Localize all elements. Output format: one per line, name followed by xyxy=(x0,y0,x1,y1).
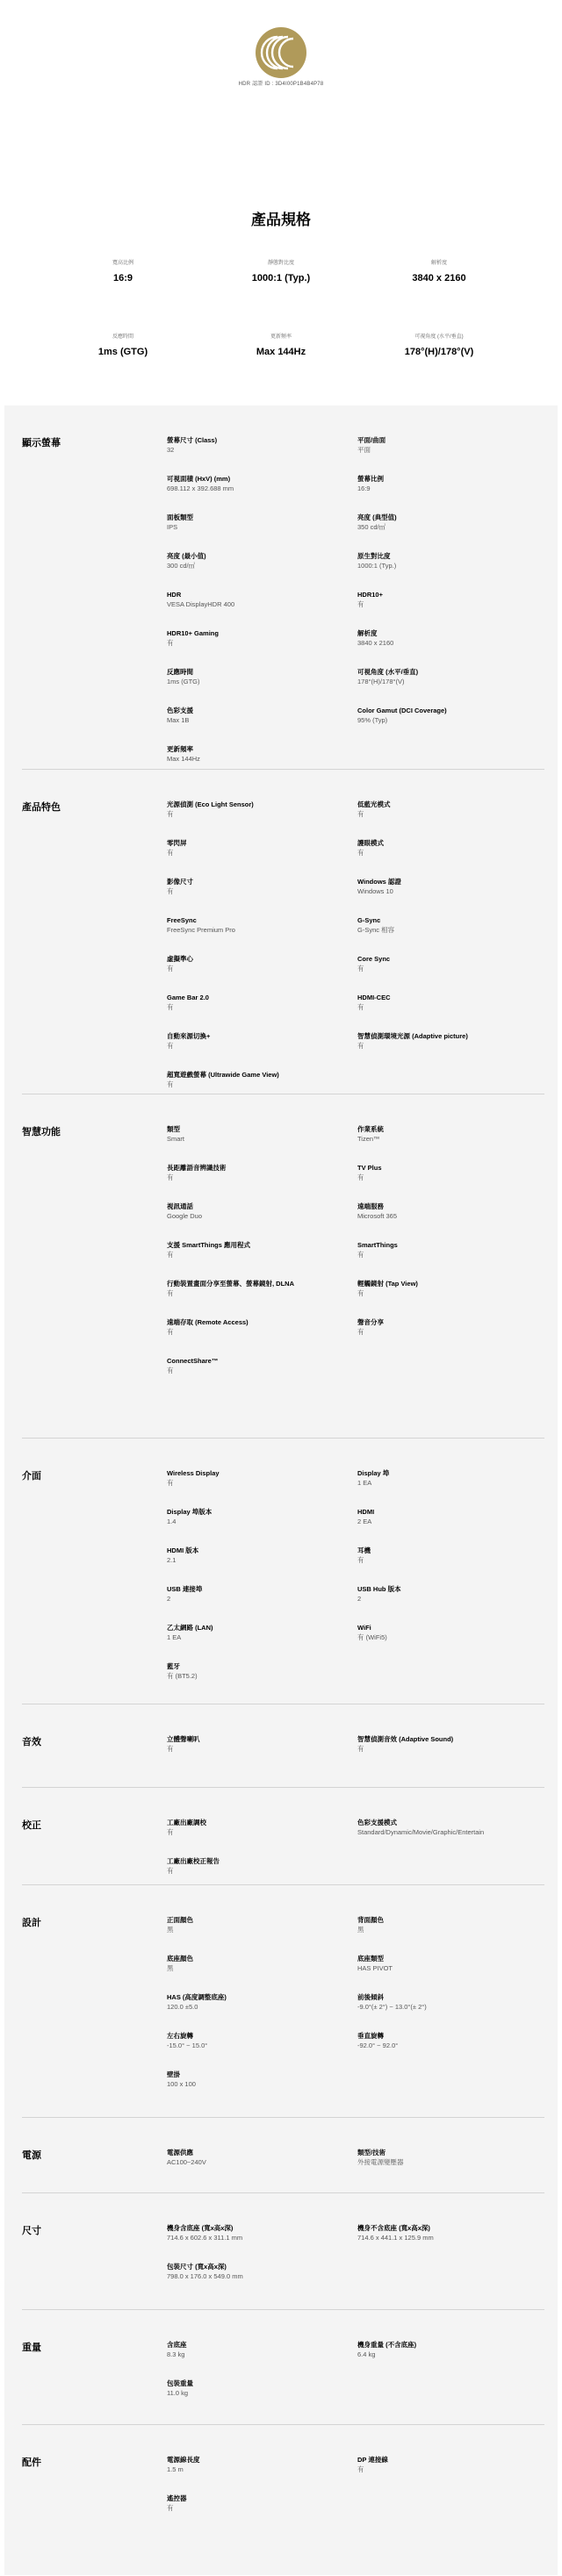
spec-section-title: 配件 xyxy=(22,2458,41,2468)
spec-item-label: 可視面積 (HxV) (mm) xyxy=(167,475,231,483)
spec-item-label: 左右旋轉 xyxy=(167,2032,193,2040)
spec-item-value: 有 xyxy=(167,810,174,818)
spec-item-label: 解析度 xyxy=(357,629,378,637)
spec-item xyxy=(357,628,533,648)
spec-item xyxy=(167,1468,342,1488)
spec-item-label: G-Sync xyxy=(357,916,381,924)
spec-item-label: Wireless Display xyxy=(167,1469,220,1477)
spec-item xyxy=(167,1623,342,1642)
spec-item-label: 螢幕尺寸 (Class) xyxy=(167,436,218,444)
spec-item-label: 色彩支援 xyxy=(167,707,193,714)
spec-item-label: 光源偵測 (Eco Light Sensor) xyxy=(167,800,254,808)
spec-item xyxy=(167,706,342,725)
spec-item-value: 有 xyxy=(167,2504,174,2512)
spec-item-label: 色彩支援模式 xyxy=(357,1819,397,1826)
spec-item-label: 乙太網路 (LAN) xyxy=(167,1624,213,1632)
spec-item-value: Windows 10 xyxy=(357,887,393,895)
spec-item xyxy=(357,590,533,609)
spec-item xyxy=(167,1507,342,1526)
spec-item-value: 32 xyxy=(167,446,175,454)
spec-item xyxy=(167,1661,342,1681)
spec-item xyxy=(167,2379,342,2398)
spec-item-value: 有 xyxy=(167,1479,174,1487)
hdr10-plus-badge-icon xyxy=(255,26,307,79)
spec-item-label: 面板類型 xyxy=(167,513,193,521)
spec-item-value: 有 xyxy=(167,1251,174,1259)
spec-item xyxy=(167,1202,342,1221)
spec-item-label: 反應時間 xyxy=(167,668,193,676)
spec-item-value: 有 (WiFi5) xyxy=(357,1633,387,1641)
spec-item-value: 8.3 kg xyxy=(167,2350,185,2358)
spec-item-value: 有 xyxy=(167,1745,174,1753)
spec-item-label: 包裝重量 xyxy=(167,2379,193,2387)
spec-item xyxy=(167,1584,342,1604)
highlight-label: 寬高比例 xyxy=(112,261,133,266)
highlight-value: 178°(H)/178°(V) xyxy=(404,347,474,357)
spec-section xyxy=(22,1884,544,2118)
spec-item xyxy=(167,435,342,455)
spec-item-value: 有 xyxy=(167,639,174,647)
spec-item-label: HDR10+ Gaming xyxy=(167,629,219,637)
spec-item-label: 零閃屏 xyxy=(167,839,187,847)
spec-item-value: 有 xyxy=(357,1745,364,1753)
spec-item-label: 虛擬準心 xyxy=(167,955,193,963)
spec-item-value: 有 xyxy=(167,1003,174,1011)
spec-item xyxy=(167,2070,342,2089)
spec-item-value: 黑 xyxy=(167,1926,174,1934)
spec-item-value: VESA DisplayHDR 400 xyxy=(167,600,235,608)
spec-item-label: HDR10+ xyxy=(357,591,383,599)
spec-item xyxy=(167,1818,342,1837)
spec-item-value: 1.4 xyxy=(167,1518,177,1525)
spec-item-value: 100 x 100 xyxy=(167,2080,196,2088)
spec-item xyxy=(357,1734,533,1754)
spec-item-value: 有 xyxy=(167,1367,174,1374)
spec-item xyxy=(167,2031,342,2050)
spec-item-label: 可視角度 (水平/垂直) xyxy=(357,668,419,676)
spec-item-label: 壁掛 xyxy=(167,2070,180,2078)
spec-item xyxy=(357,1031,533,1051)
spec-section xyxy=(22,1094,544,1439)
spec-item-label: USB 連接埠 xyxy=(167,1585,203,1593)
spec-item xyxy=(357,1584,533,1604)
spec-item-value: 2 EA xyxy=(357,1518,372,1525)
spec-item-value: 698.112 x 392.688 mm xyxy=(167,484,234,492)
spec-item-label: 工廠出廠校正報告 xyxy=(167,1857,220,1865)
spec-item-label: 機身重量 (不含底座) xyxy=(357,2341,417,2349)
highlight-value: 1ms (GTG) xyxy=(97,347,148,357)
highlight-viewing-angle xyxy=(351,332,527,357)
spec-item xyxy=(357,2223,533,2242)
spec-item xyxy=(167,877,342,896)
spec-item-label: 包裝尺寸 (寬x高x深) xyxy=(167,2263,227,2271)
highlight-label: 可視角度 (水平/垂直) xyxy=(414,334,464,340)
spec-item-label: HDMI-CEC xyxy=(357,994,391,1001)
spec-item xyxy=(167,1163,342,1182)
spec-item xyxy=(167,1356,342,1375)
spec-item xyxy=(357,1279,533,1298)
spec-item xyxy=(167,1915,342,1934)
spec-item-value: 1.5 m xyxy=(167,2465,184,2473)
spec-item-label: 自動來源切換+ xyxy=(167,1032,211,1040)
spec-table xyxy=(4,405,558,2575)
spec-section xyxy=(22,2424,544,2576)
spec-item-value: 有 xyxy=(357,1251,364,1259)
spec-item-label: 含底座 xyxy=(167,2341,187,2349)
spec-section-title: 校正 xyxy=(22,1820,41,1831)
spec-item xyxy=(357,2031,533,2050)
spec-item-label: TV Plus xyxy=(357,1164,382,1172)
spec-item xyxy=(167,1856,342,1876)
spec-item-label: 平面/曲面 xyxy=(357,436,386,444)
spec-item-label: 背面顏色 xyxy=(357,1916,384,1924)
spec-item-label: Display 埠 xyxy=(357,1469,390,1477)
spec-item-label: 機身含底座 (寬x高x深) xyxy=(167,2224,234,2232)
spec-item-label: 類型/技術 xyxy=(357,2149,386,2156)
highlight-aspect-ratio xyxy=(35,258,211,283)
spec-item-label: 正面顏色 xyxy=(167,1916,193,1924)
spec-section-title: 尺寸 xyxy=(22,2226,41,2236)
spec-item xyxy=(357,1954,533,1973)
spec-item-value: FreeSync Premium Pro xyxy=(167,926,235,934)
spec-item xyxy=(357,551,533,570)
spec-item-value: AC100~240V xyxy=(167,2158,206,2166)
spec-item-label: 影像尺寸 xyxy=(167,878,193,886)
spec-item-value: 有 xyxy=(167,1289,174,1297)
spec-item xyxy=(357,800,533,819)
spec-item-value: Standard/Dynamic/Movie/Graphic/Entertain xyxy=(357,1828,485,1836)
spec-item-value: 714.6 x 441.1 x 125.9 mm xyxy=(357,2234,434,2242)
spec-item-value: 有 xyxy=(357,1556,364,1564)
spec-item xyxy=(357,474,533,493)
spec-item xyxy=(167,667,342,686)
spec-item xyxy=(357,667,533,686)
spec-item-value: IPS xyxy=(167,523,178,531)
spec-item-value: 300 cd/㎡ xyxy=(167,562,196,570)
spec-item xyxy=(167,1546,342,1565)
spec-item-label: 長距離語音辨識技術 xyxy=(167,1164,227,1172)
spec-item xyxy=(167,1124,342,1144)
spec-item-value: 有 xyxy=(357,600,364,608)
spec-item xyxy=(357,513,533,532)
highlight-label: 更新頻率 xyxy=(270,334,292,340)
spec-item xyxy=(167,2262,342,2281)
spec-item-label: 遠端服務 xyxy=(357,1202,384,1210)
spec-item-value: 外接電源變壓器 xyxy=(357,2158,404,2166)
spec-item-label: HDMI 版本 xyxy=(167,1546,199,1554)
spec-item-value: Tizen™ xyxy=(357,1135,380,1143)
spec-item-label: FreeSync xyxy=(167,916,197,924)
spec-item-value: Max 1B xyxy=(167,716,190,724)
spec-item-label: 超寬遊戲螢幕 (Ultrawide Game View) xyxy=(167,1071,279,1079)
spec-section-title: 電源 xyxy=(22,2150,41,2161)
spec-item-label: 低藍光模式 xyxy=(357,800,391,808)
highlight-label: 靜態對比度 xyxy=(267,261,294,266)
spec-item-value: 2 xyxy=(357,1595,362,1603)
spec-item-label: 立體聲喇叭 xyxy=(167,1735,200,1743)
spec-section-title: 音效 xyxy=(22,1737,41,1747)
spec-item-label: 支援 SmartThings 應用程式 xyxy=(167,1241,251,1249)
highlight-label: 解析度 xyxy=(430,261,447,266)
spec-item xyxy=(167,474,342,493)
spec-item xyxy=(167,744,342,764)
spec-section-title: 重量 xyxy=(22,2343,41,2353)
spec-item xyxy=(357,1468,533,1488)
spec-item-value: Microsoft 365 xyxy=(357,1212,398,1220)
spec-item xyxy=(357,1202,533,1221)
spec-item-value: -92.0° ~ 92.0° xyxy=(357,2041,399,2049)
spec-item-value: 120.0 ±5.0 xyxy=(167,2003,198,2011)
spec-item-label: 視訊通話 xyxy=(167,1202,193,1210)
spec-item-label: 類型 xyxy=(167,1125,180,1133)
spec-item-label: Display 埠版本 xyxy=(167,1508,213,1516)
spec-item-label: DP 連接線 xyxy=(357,2456,388,2464)
spec-item-value: 有 xyxy=(167,1173,174,1181)
spec-item-label: Color Gamut (DCI Coverage) xyxy=(357,707,447,714)
spec-item-label: 護眼模式 xyxy=(357,839,384,847)
spec-item-label: 電源供應 xyxy=(167,2149,193,2156)
spec-item-value: 2 xyxy=(167,1595,171,1603)
spec-item-label: 亮度 (典型值) xyxy=(357,513,397,521)
spec-item-value: -9.0°(± 2°) ~ 13.0°(± 2°) xyxy=(357,2003,427,2011)
spec-item xyxy=(167,1240,342,1259)
spec-item-value: 3840 x 2160 xyxy=(357,639,394,647)
spec-section-title: 顯示螢幕 xyxy=(22,438,61,448)
spec-item-value: 有 xyxy=(357,849,364,857)
highlight-refresh-rate xyxy=(193,332,369,357)
spec-section xyxy=(22,2309,544,2425)
spec-item xyxy=(167,1954,342,1973)
spec-item-value: 有 xyxy=(167,1828,174,1836)
spec-item xyxy=(357,1623,533,1642)
spec-item xyxy=(357,1915,533,1934)
highlight-response-time xyxy=(35,332,211,357)
spec-item-value: 1 EA xyxy=(357,1479,372,1487)
spec-item xyxy=(167,993,342,1012)
spec-item-value: 有 xyxy=(357,1289,364,1297)
spec-item xyxy=(167,551,342,570)
spec-item-value: 有 xyxy=(357,810,364,818)
spec-item-value: 6.4 kg xyxy=(357,2350,376,2358)
spec-section xyxy=(22,1438,544,1704)
highlight-resolution xyxy=(351,258,527,283)
spec-section xyxy=(22,2117,544,2193)
spec-item-label: 底座顏色 xyxy=(167,1955,193,1962)
spec-item-value: 有 xyxy=(357,1328,364,1336)
spec-item xyxy=(357,2455,533,2474)
spec-item xyxy=(357,993,533,1012)
spec-item xyxy=(167,838,342,857)
spec-item-label: HDR xyxy=(167,591,182,599)
spec-item xyxy=(167,2493,342,2513)
spec-section xyxy=(22,2192,544,2310)
spec-item-label: 機身不含底座 (寬x高x深) xyxy=(357,2224,430,2232)
spec-item-label: HDMI xyxy=(357,1508,375,1516)
spec-item-label: USB Hub 版本 xyxy=(357,1585,401,1593)
badge-caption: HDR 認證 ID : 3D4I00P1B4B4P78 xyxy=(238,82,324,87)
spec-item-value: 有 xyxy=(167,1328,174,1336)
spec-item xyxy=(167,2340,342,2359)
spec-item xyxy=(357,915,533,935)
spec-item-value: 有 xyxy=(357,1173,364,1181)
spec-item xyxy=(167,2223,342,2242)
spec-item xyxy=(357,1507,533,1526)
spec-item-value: 350 cd/㎡ xyxy=(357,523,386,531)
spec-item-value: 178°(H)/178°(V) xyxy=(357,678,405,685)
spec-item-value: 798.0 x 176.0 x 549.0 mm xyxy=(167,2272,243,2280)
spec-item-value: 1ms (GTG) xyxy=(167,678,200,685)
spec-item-value: 有 xyxy=(357,1042,364,1050)
spec-item-value: Google Duo xyxy=(167,1212,203,1220)
spec-item xyxy=(167,1992,342,2012)
spec-item-value: 有 xyxy=(357,965,364,972)
spec-section-title: 設計 xyxy=(22,1918,41,1928)
spec-section xyxy=(22,1704,544,1788)
spec-item-value: Smart xyxy=(167,1135,185,1143)
spec-item xyxy=(167,1031,342,1051)
spec-item-label: WiFi xyxy=(357,1624,371,1632)
spec-item xyxy=(357,1818,533,1837)
spec-item-label: Game Bar 2.0 xyxy=(167,994,209,1001)
spec-item-value: 有 xyxy=(167,887,174,895)
spec-section-title: 介面 xyxy=(22,1471,41,1482)
spec-item-value: 2.1 xyxy=(167,1556,177,1564)
spec-item xyxy=(357,1317,533,1337)
highlight-value: 1000:1 (Typ.) xyxy=(251,273,311,283)
spec-item xyxy=(357,1992,533,2012)
spec-item xyxy=(167,1734,342,1754)
spec-item-label: ConnectShare™ xyxy=(167,1357,219,1365)
spec-item-label: 智慧偵測音效 (Adaptive Sound) xyxy=(357,1735,454,1743)
spec-item-label: Windows 認證 xyxy=(357,878,401,886)
spec-item-label: 遠端存取 (Remote Access) xyxy=(167,1318,249,1326)
spec-item-label: 聲音分享 xyxy=(357,1318,384,1326)
spec-item xyxy=(357,706,533,725)
highlight-value: 16:9 xyxy=(112,273,133,283)
spec-item xyxy=(167,513,342,532)
spec-item-value: 有 xyxy=(167,1867,174,1875)
spec-item xyxy=(357,1240,533,1259)
spec-item-value: 有 xyxy=(167,1042,174,1050)
spec-item-value: -15.0° ~ 15.0° xyxy=(167,2041,208,2049)
highlight-label: 反應時間 xyxy=(112,334,133,340)
spec-item-label: 更新頻率 xyxy=(167,745,193,753)
spec-section xyxy=(22,1787,544,1885)
spec-item-value: 714.6 x 602.6 x 311.1 mm xyxy=(167,2234,243,2242)
spec-section-title: 產品特色 xyxy=(22,802,61,813)
page-title: 產品規格 xyxy=(251,212,311,228)
spec-item-label: 輕觸鏡射 (Tap View) xyxy=(357,1280,418,1288)
spec-item-label: 螢幕比例 xyxy=(357,475,384,483)
spec-item-label: 垂直旋轉 xyxy=(357,2032,384,2040)
spec-item xyxy=(357,2340,533,2359)
spec-item xyxy=(357,1546,533,1565)
spec-item xyxy=(167,1317,342,1337)
spec-section-title: 智慧功能 xyxy=(22,1127,61,1137)
spec-item-value: 有 xyxy=(167,965,174,972)
spec-item xyxy=(357,435,533,455)
spec-item-label: 底座類型 xyxy=(357,1955,384,1962)
spec-item-label: 原生對比度 xyxy=(357,552,391,560)
spec-item-value: 有 xyxy=(357,2465,364,2473)
spec-item xyxy=(357,954,533,973)
spec-item xyxy=(167,800,342,819)
spec-item-value: Max 144Hz xyxy=(167,755,200,763)
spec-item xyxy=(167,954,342,973)
spec-item-value: 16:9 xyxy=(357,484,371,492)
spec-item-value: 有 (BT5.2) xyxy=(167,1672,198,1680)
spec-section xyxy=(22,769,544,1094)
spec-item xyxy=(167,2455,342,2474)
spec-item-label: 前後傾斜 xyxy=(357,1993,384,2001)
spec-item-label: 行動裝置畫面分享至螢幕、螢幕鏡射, DLNA xyxy=(167,1280,294,1288)
spec-item xyxy=(167,590,342,609)
spec-item xyxy=(167,915,342,935)
spec-item-value: 95% (Typ) xyxy=(357,716,388,724)
spec-item-value: 11.0 kg xyxy=(167,2389,189,2397)
spec-item xyxy=(357,2148,533,2167)
spec-item-value: 黑 xyxy=(167,1964,174,1972)
highlight-value: 3840 x 2160 xyxy=(412,273,466,283)
spec-section xyxy=(22,405,544,769)
spec-item xyxy=(357,1124,533,1144)
spec-item-value: 平面 xyxy=(357,446,371,454)
spec-item-label: 工廠出廠調校 xyxy=(167,1819,206,1826)
spec-item-value: 有 xyxy=(167,849,174,857)
highlight-contrast xyxy=(193,258,369,283)
highlight-value: Max 144Hz xyxy=(256,347,306,357)
spec-item-label: SmartThings xyxy=(357,1241,398,1249)
spec-item-value: 有 xyxy=(167,1080,174,1088)
spec-item-value: HAS PIVOT xyxy=(357,1964,393,1972)
spec-item xyxy=(167,2148,342,2167)
spec-item-label: 耳機 xyxy=(357,1546,371,1554)
spec-item-label: 電源線長度 xyxy=(167,2456,200,2464)
spec-item xyxy=(357,1163,533,1182)
spec-item-value: 有 xyxy=(357,1003,364,1011)
spec-item-label: 藍牙 xyxy=(167,1662,180,1670)
spec-item xyxy=(357,838,533,857)
spec-item-label: 亮度 (最小值) xyxy=(167,552,206,560)
spec-item-label: Core Sync xyxy=(357,955,391,963)
spec-item xyxy=(167,1070,342,1089)
spec-item-label: HAS (高度調整底座) xyxy=(167,1993,227,2001)
spec-item-value: G-Sync 相容 xyxy=(357,926,395,934)
spec-item xyxy=(357,877,533,896)
spec-item-value: 1 EA xyxy=(167,1633,182,1641)
spec-item xyxy=(167,1279,342,1298)
spec-item xyxy=(167,628,342,648)
spec-item-label: 遙控器 xyxy=(167,2494,187,2502)
spec-item-value: 黑 xyxy=(357,1926,364,1934)
spec-item-label: 智慧偵測環境光源 (Adaptive picture) xyxy=(357,1032,468,1040)
spec-item-value: 1000:1 (Typ.) xyxy=(357,562,397,570)
spec-item-label: 作業系統 xyxy=(357,1125,384,1133)
